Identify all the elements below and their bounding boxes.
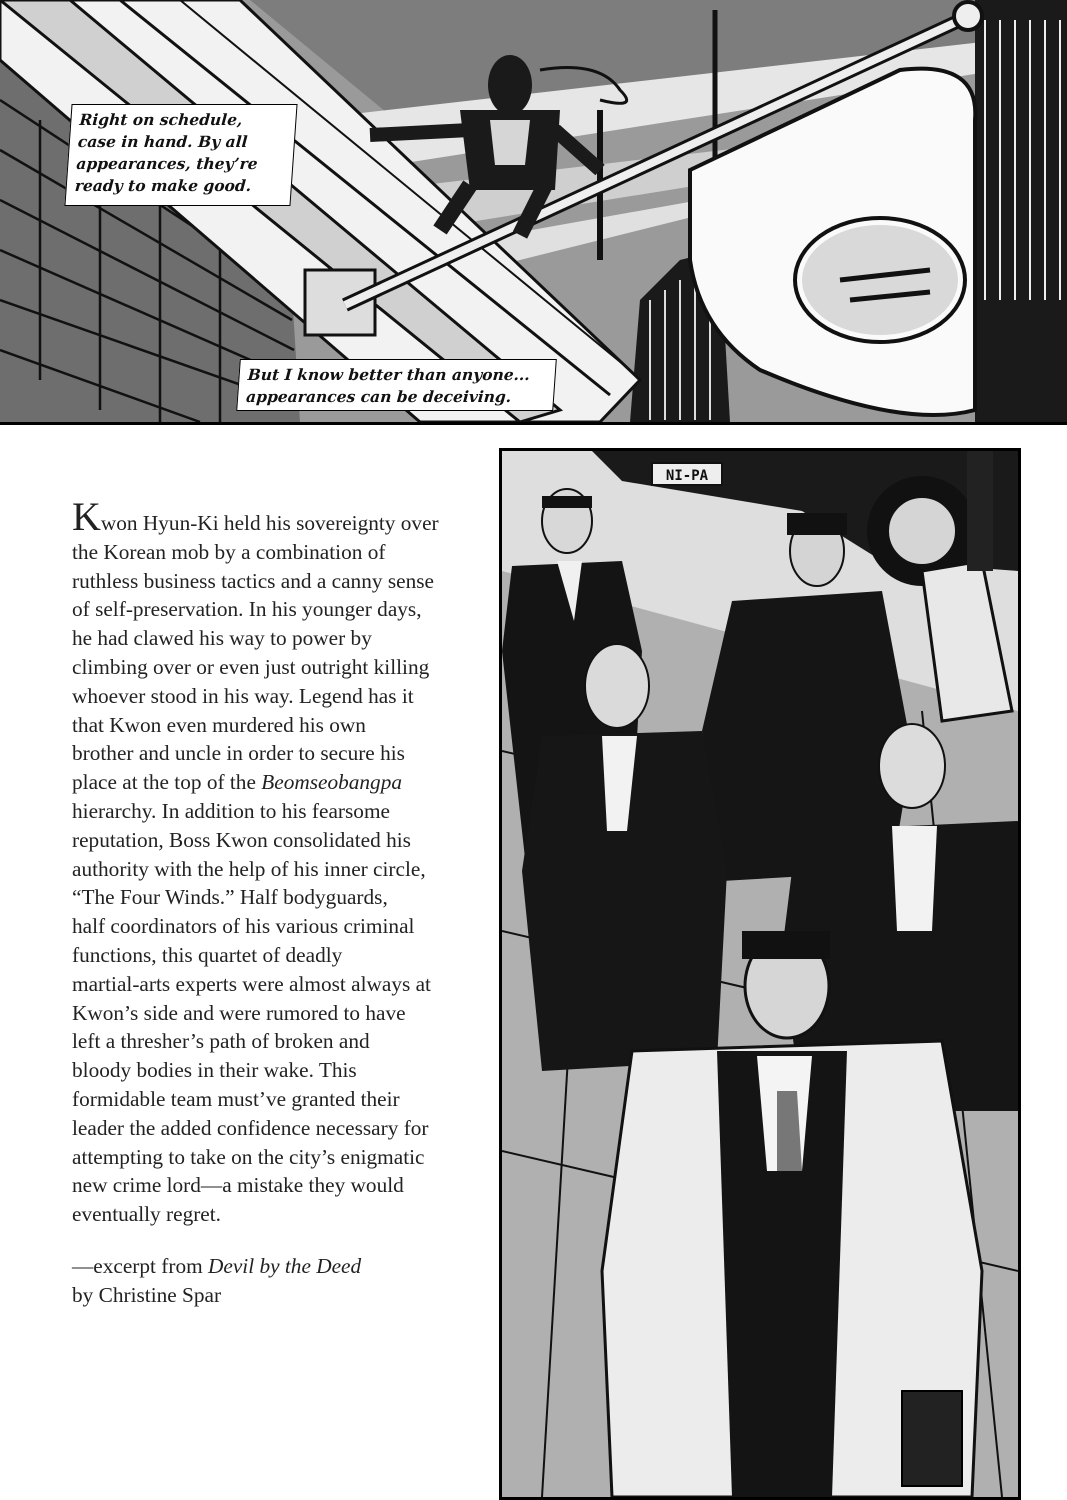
article-line: Kwon’s side and were rumored to have [72, 1000, 406, 1025]
article-line: climbing over or even just outright killing [72, 654, 430, 679]
citation-prefix: —excerpt from [72, 1254, 209, 1278]
article-line: martial-arts experts were almost always at [72, 971, 431, 996]
caption-line: Right on schedule, [78, 110, 244, 129]
article-line: won Hyun-Ki held his sovereignty over [100, 511, 439, 535]
caption-line: appearances can be deceiving. [245, 387, 512, 406]
caption-line: appearances, they’re [75, 154, 259, 173]
top-comic-panel [0, 0, 1067, 425]
book-title: Devil by the Deed [208, 1254, 362, 1278]
caption-line: case in hand. By all [77, 132, 249, 151]
article-line: ruthless business tactics and a canny sense [72, 568, 434, 593]
article-line: that Kwon even murdered his own [72, 712, 366, 737]
caption-line: But I know better than anyone... [247, 365, 531, 384]
article-first-line [72, 494, 487, 539]
article-excerpt [72, 494, 487, 1229]
article-line: he had clawed his way to power by [72, 626, 372, 651]
article-line: new crime lord—a mistake they would [72, 1173, 404, 1198]
license-plate-text: NI-PA [665, 468, 709, 484]
article-line: of self-preservation. In his younger days, [72, 597, 422, 622]
citation-title-line [72, 1252, 472, 1281]
narration-caption-bottom [236, 359, 557, 411]
article-line: eventually regret. [72, 1202, 222, 1227]
article-line: half coordinators of his various criminal [72, 914, 415, 939]
article-line: authority with the help of his inner circle, [72, 856, 426, 881]
article-line: left a thresher’s path of broken and [72, 1029, 370, 1054]
narration-caption-top [64, 104, 297, 206]
article-line: formidable team must’ve granted their [72, 1086, 400, 1111]
article-line: hierarchy. In addition to his fearsome [72, 798, 390, 823]
article-line: “The Four Winds.” Half bodyguards, [72, 885, 388, 910]
caption-line: ready to make good. [74, 176, 252, 195]
citation-author: by Christine Spar [72, 1282, 222, 1307]
four-winds-illustration [502, 451, 1018, 1497]
article-line: whoever stood in his way. Legend has it [72, 683, 414, 708]
article-line: brother and uncle in order to secure his [72, 741, 405, 766]
article-line: the Korean mob by a combination of [72, 539, 386, 564]
excerpt-citation [72, 1252, 472, 1310]
article-line-prefix: place at the top of the [72, 770, 262, 795]
article-line: reputation, Boss Kwon consolidated his [72, 827, 411, 852]
article-line: functions, this quartet of deadly [72, 942, 343, 967]
article-line: leader the added confidence necessary for [72, 1115, 429, 1140]
mob-bosses-panel [499, 448, 1021, 1500]
organization-name: Beomseobangpa [261, 770, 403, 795]
drop-cap: K [72, 494, 101, 539]
article-line: attempting to take on the city’s enigmatic [72, 1144, 425, 1169]
article-line [72, 768, 487, 797]
article-line: bloody bodies in their wake. This [72, 1058, 357, 1083]
